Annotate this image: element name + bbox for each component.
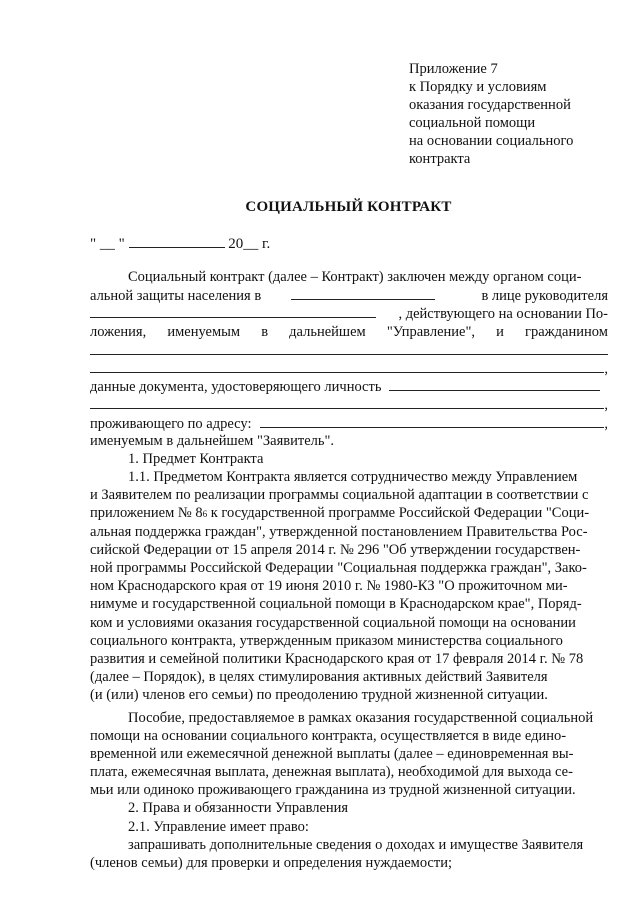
social-protection-body-blank[interactable] [291,286,435,300]
paragraph-line: приложением № 8 6 к государственной программе Российской Федерации "Соци- [90,505,590,522]
intro-word: "Управление", [386,323,476,340]
id-document-blank-2[interactable] [90,395,604,409]
appendix-line: к Порядку и условиям [409,79,547,95]
citizen-name-line [90,341,608,359]
appendix-line: оказания государственной [409,97,571,113]
date-year: 20__ г. [228,236,271,252]
head-name-blank[interactable] [90,304,376,318]
document-title: СОЦИАЛЬНЫЙ КОНТРАКТ [245,199,452,215]
address-blank[interactable] [260,414,605,428]
appendix-line: социальной помощи [409,115,536,131]
appendix-note [409,60,573,168]
intro-text: , действующего на основании По- [398,306,608,323]
date-line [90,234,270,253]
intro-text: в лице руководителя [481,288,608,305]
section-heading: 1. Предмет Контракта [128,450,264,467]
document-body [90,268,608,872]
paragraph-line: альная поддержка граждан", утвержденной постановлением Правительства Рос- [90,523,588,540]
appendix-line: контракта [409,151,471,167]
subsection-heading: 2.1. Управление имеет право: [128,818,309,835]
date-month-blank[interactable] [129,234,225,248]
paragraph-line: (членов семьи) для проверки и определения нуждаемости; [90,855,452,871]
intro-word: и [496,323,504,340]
paragraph-text: приложением № 8 [90,505,203,522]
paragraph-text: к государственной программе Российской Федерации "Соци- [207,505,590,522]
intro-word: дальнейшем [289,323,366,340]
citizen-name-blank[interactable] [90,341,608,355]
id-document-line [90,377,608,395]
intro-word: гражданином [525,323,608,340]
paragraph-line: сийской Федерации от 15 апреля 2014 г. № 296 "Об утверждении государствен- [90,541,581,558]
intro-line [90,286,608,304]
id-document-line [90,395,608,413]
paragraph-line: ном Краснодарского края от 19 июня 2010 г. № 1980-КЗ "О прожиточном ми- [90,578,568,595]
paragraph-line: 1.1. Предметом Контракта является сотрудничество между Управлением [128,469,578,486]
intro-line [90,304,608,322]
citizen-name-blank-2[interactable] [90,359,604,373]
id-document-label: данные документа, удостоверяющего личность [90,379,382,396]
section-heading: 2. Права и обязанности Управления [128,800,349,817]
intro-word: именуемым [167,323,241,340]
intro-word: в [261,323,269,340]
paragraph-line: плата, ежемесячная выплата, денежная выплата), необходимой для выхода се- [90,764,573,781]
paragraph-line: (и (или) членов его семьи) по преодолению трудной жизненной ситуации. [90,687,548,704]
address-line [90,414,608,432]
applicant-line: именуемым в дальнейшем "Заявитель". [90,432,335,449]
paragraph-line: нимуме и государственной социальной помощи в Краснодарском крае", Поряд- [90,596,582,613]
paragraph-line: ком и условиями оказания государственной социальной помощи на основании [90,614,576,631]
comma: , [604,397,608,414]
appendix-line: Приложение 7 [409,61,498,77]
paragraph-line: мьи или одиноко проживающего гражданина из трудной жизненной ситуации. [90,782,576,799]
paragraph-line: ной программы Российской Федерации "Социальная поддержка граждан", Зако- [90,560,587,576]
paragraph-line: Пособие, предоставляемое в рамках оказания государственной социальной [128,709,594,726]
intro-text: альной защиты населения в [90,288,262,305]
paragraph-line: помощи на основании социального контракта, осуществляется в виде едино- [90,727,567,744]
date-day: " __ " [90,236,125,252]
paragraph-line: временной или ежемесячной денежной выплаты (далее – единовременная вы- [90,745,574,762]
comma: , [604,360,608,377]
intro-line: Социальный контракт (далее – Контракт) заключен между органом соци- [128,269,582,285]
appendix-line: на основании социального [409,133,574,149]
intro-word: ложения, [90,323,147,340]
paragraph-line: запрашивать дополнительные сведения о доходах и имуществе Заявителя [128,836,584,853]
id-document-blank[interactable] [389,377,600,391]
address-label: проживающего по адресу: [90,415,252,432]
intro-line [90,323,608,341]
citizen-name-line [90,359,608,377]
paragraph-line: социального контракта, утвержденным приказом министерства социального [90,632,563,649]
paragraph-line: (далее – Порядок), в целях стимулирования активных действий Заявителя [90,669,548,686]
paragraph-line: развития и семейной политики Краснодарского края от 17 февраля 2014 г. № 78 [90,650,584,667]
paragraph-line: и Заявителем по реализации программы социальной адаптации в соответствии с [90,487,589,504]
comma: , [604,415,608,432]
